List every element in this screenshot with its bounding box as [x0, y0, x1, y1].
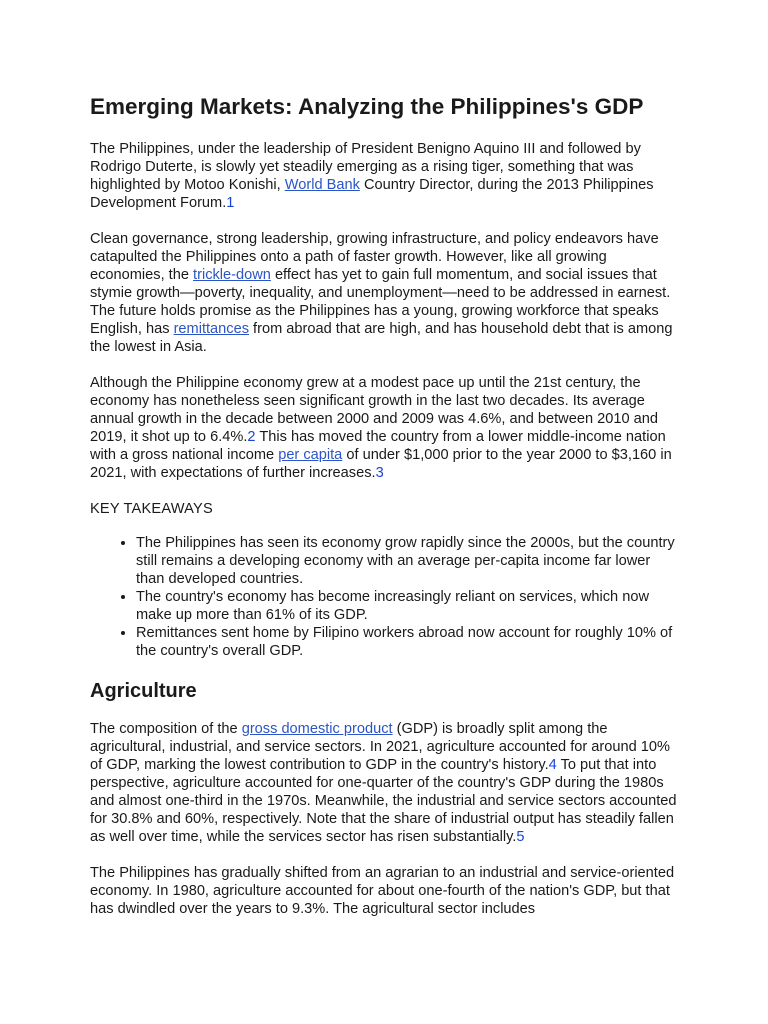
text: (GDP) is broadly split among the agricultural, industrial, and service sectors. In 2021, agriculture accounted for around 10% of GDP, marking the lowest contribution to GDP in the country's history. — [90, 721, 671, 773]
key-takeaways-heading: KEY TAKEAWAYS — [90, 501, 213, 517]
text: from abroad that are high, and has household debt that is among the lowest in Asia. — [90, 321, 673, 355]
footnote-link-5[interactable]: 5 — [516, 829, 525, 845]
link-remittances[interactable]: remittances — [173, 321, 249, 337]
list-item: • The Philippines has seen its economy grow rapidly since the 2000s, but the country still remains a developing economy with an average per-capita income far lower than developed countries. — [136, 534, 678, 588]
paragraph-gdp-composition — [90, 720, 678, 846]
link-per-capita[interactable]: per capita — [278, 447, 343, 463]
paragraph-intro — [90, 140, 678, 212]
list-item: • The country's economy has become increasingly reliant on services, which now make up more than 61% of its GDP. — [136, 588, 678, 624]
link-trickle-down[interactable]: trickle-down — [193, 267, 271, 283]
text: Clean governance, strong leadership, growing infrastructure, and policy endeavors have catapulted the Philippines onto a path of faster growth. However, like all growing economies, the — [90, 231, 659, 283]
text: of under $1,000 prior to the year 2000 to $3,160 in 2021, with expectations of further increases. — [90, 447, 672, 481]
article-body — [90, 92, 678, 936]
footnote-link-4[interactable]: 4 — [548, 757, 557, 773]
text: The composition of the — [90, 721, 242, 737]
text: To put that into perspective, agriculture accounted for one-quarter of the country's GDP during the 1980s and almost one-third in the 1970s. Meanwhile, the industrial and service sectors accounted for 30.8% and 60%, respectively. Note that the share of industrial output has steadily fallen as well over time, while the services sector has risen substantially. — [90, 757, 677, 845]
text: effect has yet to gain full momentum, and social issues that stymie growth—poverty, inequality, and unemployment—need to be addressed in earnest. The future holds promise as the Philippines has a young, growing workforce that speaks English, has — [90, 267, 671, 337]
footnote-link-2[interactable]: 2 — [247, 429, 256, 445]
footnote-link-3[interactable]: 3 — [375, 465, 384, 481]
text: Although the Philippine economy grew at a modest pace up until the 21st century, the economy has nonetheless seen significant growth in the last two decades. Its average annual growth in the decade between 2000 and 2009 was 4.6%, and between 2010 and 2019, it shot up to 6.4%. — [90, 375, 658, 445]
section-heading-agriculture: Agriculture — [90, 680, 197, 702]
paragraph-growth — [90, 374, 678, 482]
text: The Philippines, under the leadership of President Benigno Aquino III and followed by Rodrigo Duterte, is slowly yet steadily emerging as a rising tiger, something that was highlighted by Motoo Konishi, — [90, 141, 641, 193]
paragraph-agrarian-shift: The Philippines has gradually shifted from an agrarian to an industrial and service-oriented economy. In 1980, agriculture accounted for about one-fourth of the nation's GDP, but that has dwindled over the years to 9.3%. The agricultural sector includes — [90, 865, 675, 917]
link-gross-domestic-product[interactable]: gross domestic product — [241, 721, 393, 737]
link-world-bank[interactable]: World Bank — [284, 177, 360, 193]
list-item: • Remittances sent home by Filipino workers abroad now account for roughly 10% of the country's overall GDP. — [136, 624, 678, 660]
key-takeaways-list — [90, 534, 678, 660]
footnote-link-1[interactable]: 1 — [226, 195, 235, 211]
page-title: Emerging Markets: Analyzing the Philippines's GDP — [90, 94, 644, 119]
text: Country Director, during the 2013 Philippines Development Forum. — [90, 177, 654, 211]
paragraph-governance — [90, 230, 678, 356]
text: This has moved the country from a lower middle-income nation with a gross national income — [90, 429, 666, 463]
